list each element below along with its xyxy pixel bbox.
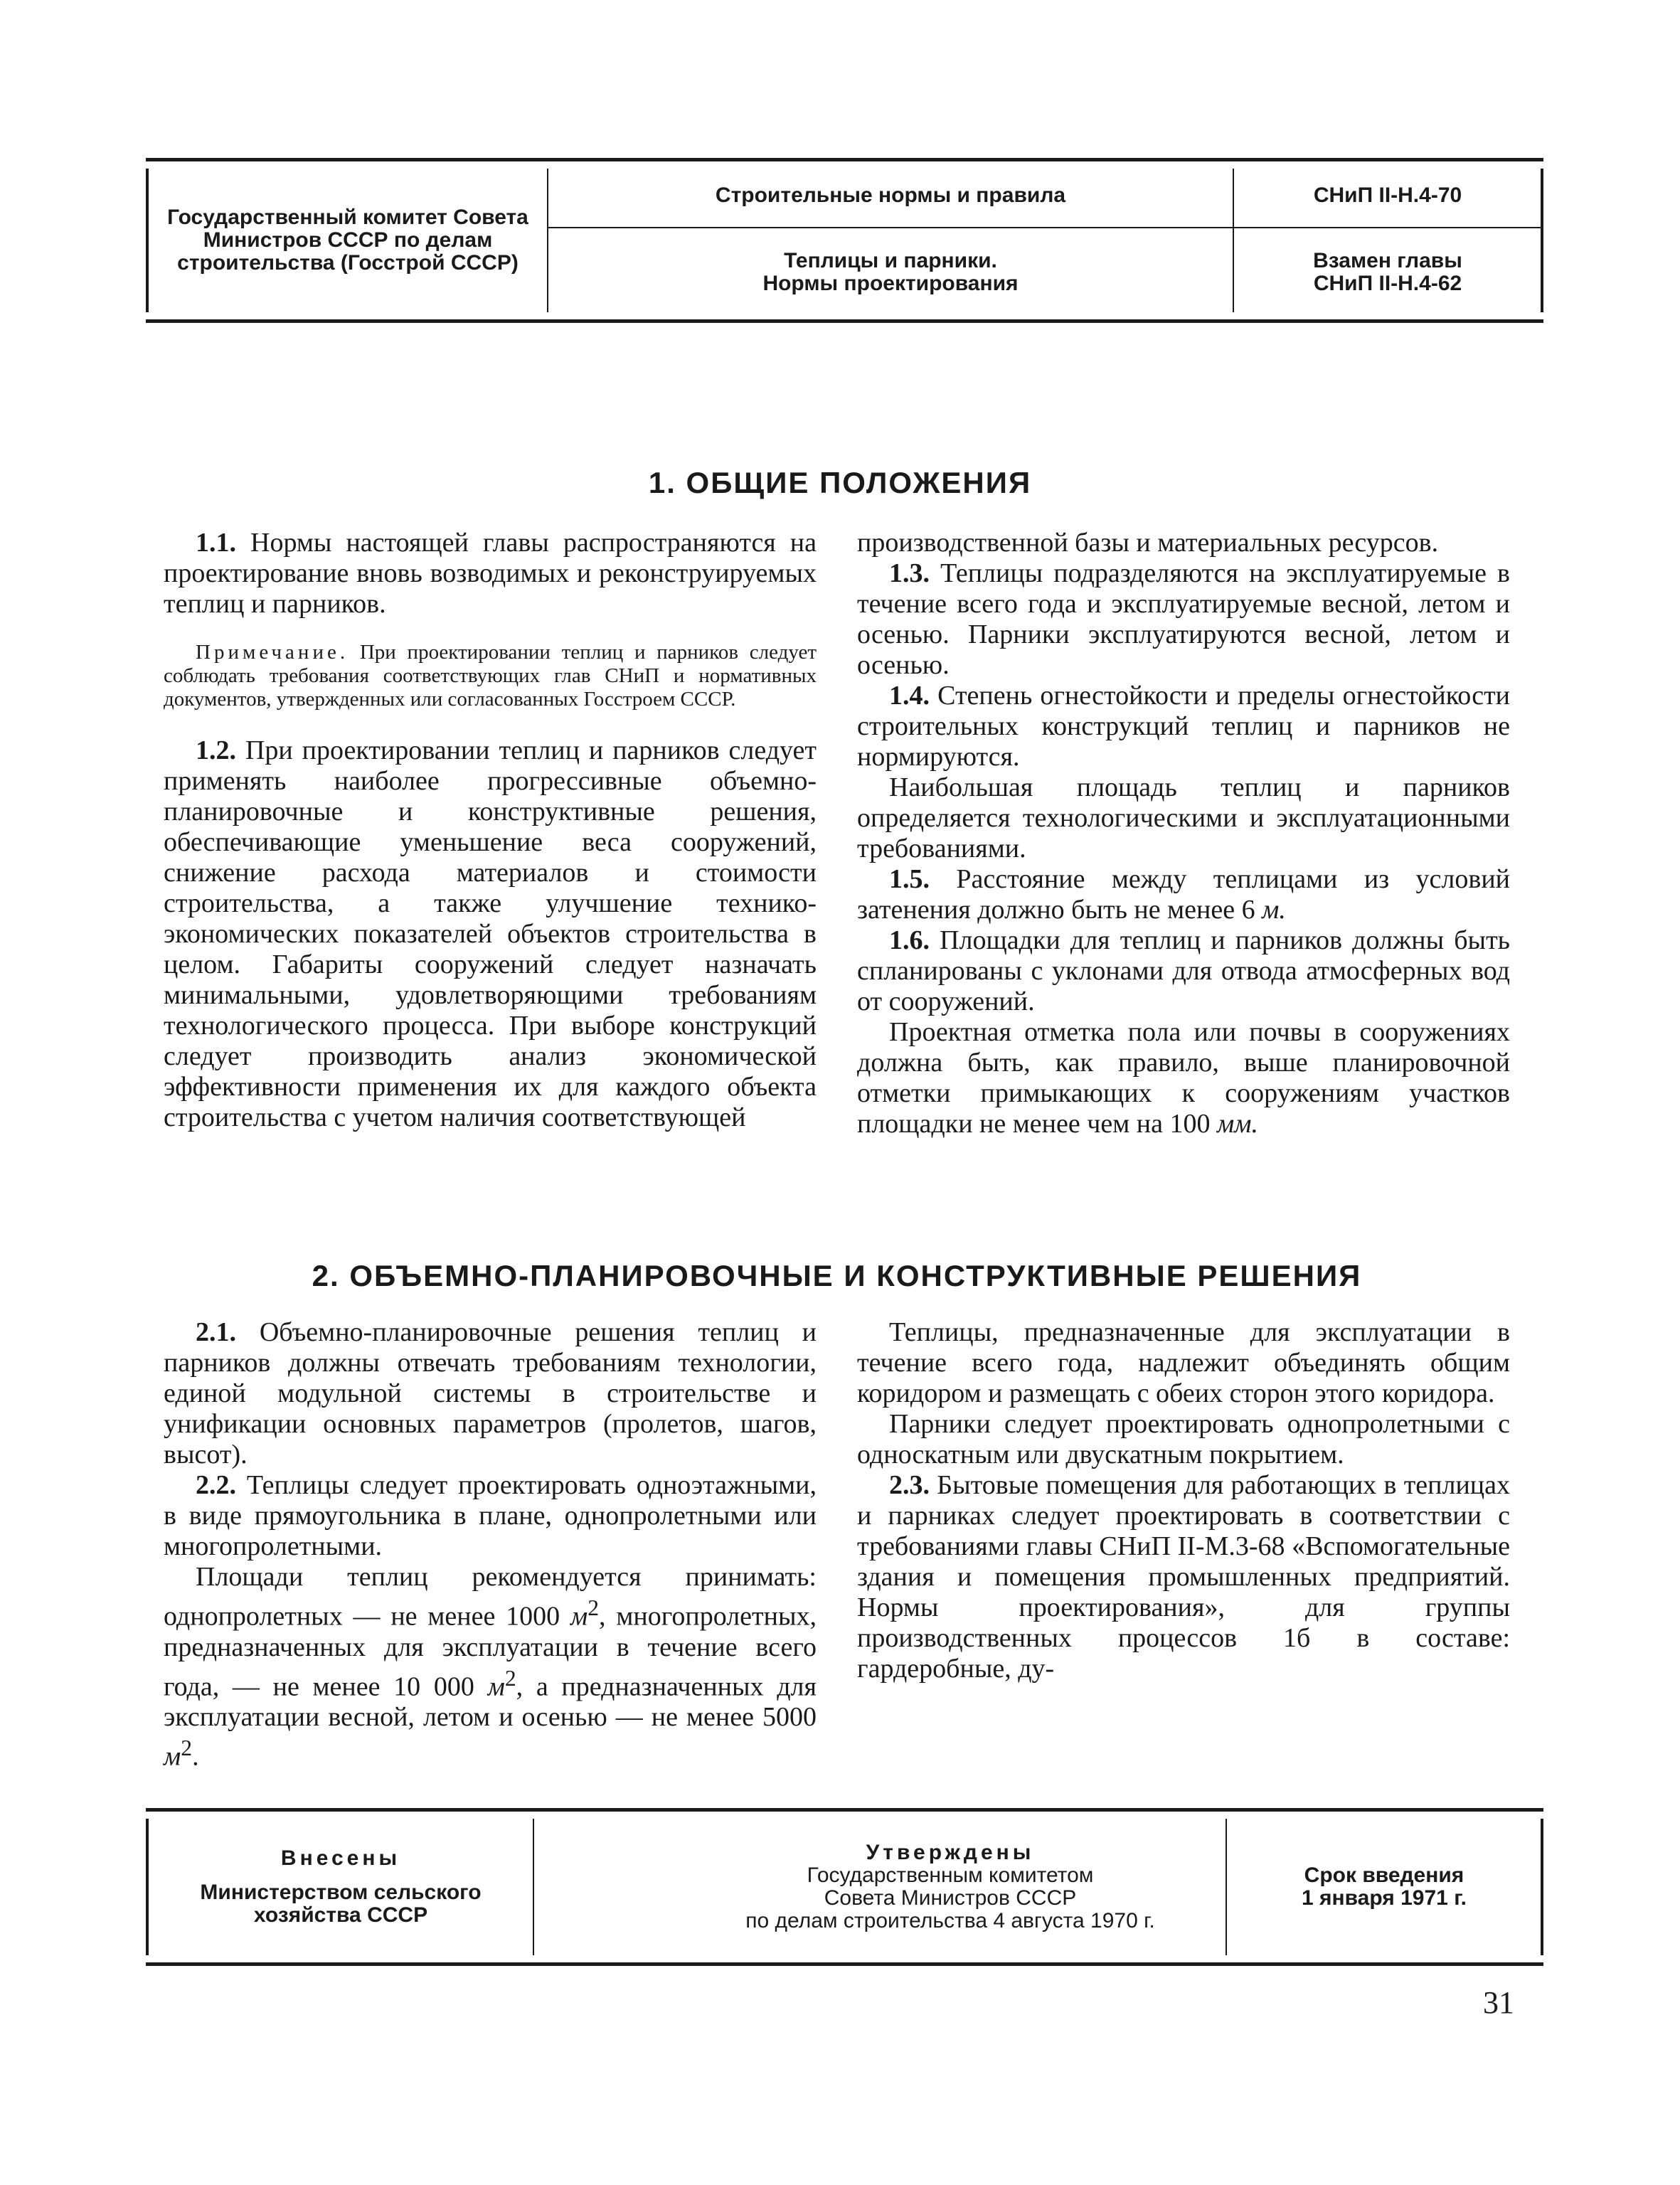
document-title-cell (548, 169, 1233, 312)
section-2-heading: 2. ОБЪЕМНО-ПЛАНИРОВОЧНЫЕ И КОНСТРУКТИВНЫЕ РЕШЕНИЯ (312, 1259, 1362, 1292)
paragraph-1-6: 1.6. Площадки для теплиц и парников должны быть спланированы с уклонами для отвода атмосферных вод от сооружений. (857, 925, 1510, 1016)
header-divider (548, 227, 1543, 228)
effective-line2: 1 января 1971 г. (1301, 1886, 1467, 1910)
footer-table (146, 1808, 1543, 1966)
introduced-label: Внесены (280, 1846, 401, 1870)
paragraph-2-2: 2.2. Теплицы следует проектировать одноэтажными, в виде прямоугольника в плане, однопролетными или многопролетными. (164, 1470, 817, 1561)
replaces-line1: Взамен главы (1313, 249, 1462, 272)
introduced-by-line2: хозяйства СССР (253, 1903, 428, 1927)
approved-line3: по делам строительства 4 августа 1970 г. (745, 1909, 1155, 1933)
paragraph-1-2-continued: производственной базы и материальных ресурсов. (857, 528, 1439, 558)
replaces-line2: СНиП II-Н.4-62 (1313, 272, 1462, 295)
effective-line1: Срок введения (1304, 1864, 1464, 1887)
paragraph-2-2c: Теплицы, предназначенные для эксплуатации в течение всего года, надлежит объединять общим коридором и размещать с обеих сторон этого коридора. (857, 1317, 1510, 1408)
effective-date-cell (1227, 1819, 1541, 1955)
document-code: СНиП II-Н.4-70 (1313, 183, 1462, 207)
section-1-right-column (857, 528, 1510, 1139)
paragraph-1-2: 1.2. При проектировании теплиц и парников следует применять наиболее прогрессивные объемно-планировочные и конструктивные решения, обеспечивающие уменьшение веса сооружений, снижение расхода материалов и стоимости строительства, а также улучшение технико-экономических показателей объектов строительства в целом. Габариты сооружений следует назначать минимальными, удовлетворяющими требованиям технологического процесса. При выборе конструкций следует производить анализ экономической эффективности применения их для каждого объекта строительства с учетом наличия соответствующей (164, 735, 817, 1132)
approved-line1: Государственным комитетом (807, 1864, 1094, 1887)
paragraph-1-3: 1.3. Теплицы подразделяются на эксплуатируемые в течение всего года и эксплуатируемые весной, летом и осенью. Парники эксплуатируются весной, летом и осенью. (857, 558, 1510, 680)
paragraph-1-4b: Наибольшая площадь теплиц и парников определяется технологическими и эксплуатационными требованиями. (857, 772, 1510, 863)
paragraph-1-1: 1.1. Нормы настоящей главы распространяются на проектирование вновь возводимых и реконструируемых теплиц и парников. (164, 528, 817, 619)
section-1-left-column (164, 528, 817, 1133)
document-title-line2: Нормы проектирования (762, 272, 1019, 295)
paragraph-2-2b: Площади теплиц рекомендуется принимать: однопролетных — не менее 1000 $м^2$, многопролетных, предназначенных для эксплуатации в течение всего года, — не менее 10 000 $м^2$, а предназначенных для эксплуатации весной, летом и осенью — не менее 5000 $м^2$. (164, 1562, 817, 1772)
approved-line2: Совета Министров СССР (824, 1886, 1077, 1910)
paragraph-2-2d: Парники следует проектировать однопролетными с односкатным или двускатным покрытием. (857, 1409, 1510, 1469)
document-type: Строительные нормы и правила (715, 183, 1066, 207)
page-number: 31 (1483, 1985, 1514, 2020)
approved-label: Утверждены (866, 1841, 1035, 1864)
document-title-line1: Теплицы и парники. (784, 249, 997, 272)
document-code-cell (1234, 169, 1541, 312)
introduced-by-line1: Министерством сельского (200, 1881, 482, 1904)
section-2-left-column (164, 1317, 817, 1772)
introduced-by-cell (149, 1819, 533, 1955)
paragraph-1-6b: Проектная отметка пола или почвы в сооружениях должна быть, как правило, выше планировочной отметки примыкающих к сооружениям участков площадки не менее чем на 100 мм. (857, 1017, 1510, 1139)
issuing-organization (149, 169, 547, 312)
paragraph-1-4: 1.4. Степень огнестойкости и пределы огнестойкости строительных конструкций теплиц и парников не нормируются. (857, 681, 1511, 772)
section-2-right-column (857, 1317, 1510, 1684)
header-table (146, 158, 1543, 323)
paragraph-2-3: 2.3. Бытовые помещения для работающих в теплицах и парниках следует проектировать в соответствии с требованиями главы СНиП II-М.3-68 «Вспомогательные здания и помещения промышленных предприятий. Нормы проектирования», для группы производственных процессов 1б в составе: гардеробные, ду- (857, 1470, 1511, 1684)
organization-name: Государственный комитет Совета Министров СССР по делам строительства (Госстрой СССР) (167, 206, 528, 275)
note-paragraph: Примечание. При проектировании теплиц и парников следует соблюдать требования соответствующих глав СНиП и нормативных документов, утвержденных или согласованных Госстроем СССР. (164, 641, 817, 711)
paragraph-2-1: 2.1. Объемно-планировочные решения теплиц и парников должны отвечать требованиям технологии, единой модульной системы в строительстве и унификации основных параметров (пролетов, шагов, высот). (164, 1317, 817, 1469)
section-1-heading: 1. ОБЩИЕ ПОЛОЖЕНИЯ (648, 466, 1032, 499)
paragraph-1-5: 1.5. Расстояние между теплицами из условий затенения должно быть не менее 6 м. (857, 864, 1510, 925)
